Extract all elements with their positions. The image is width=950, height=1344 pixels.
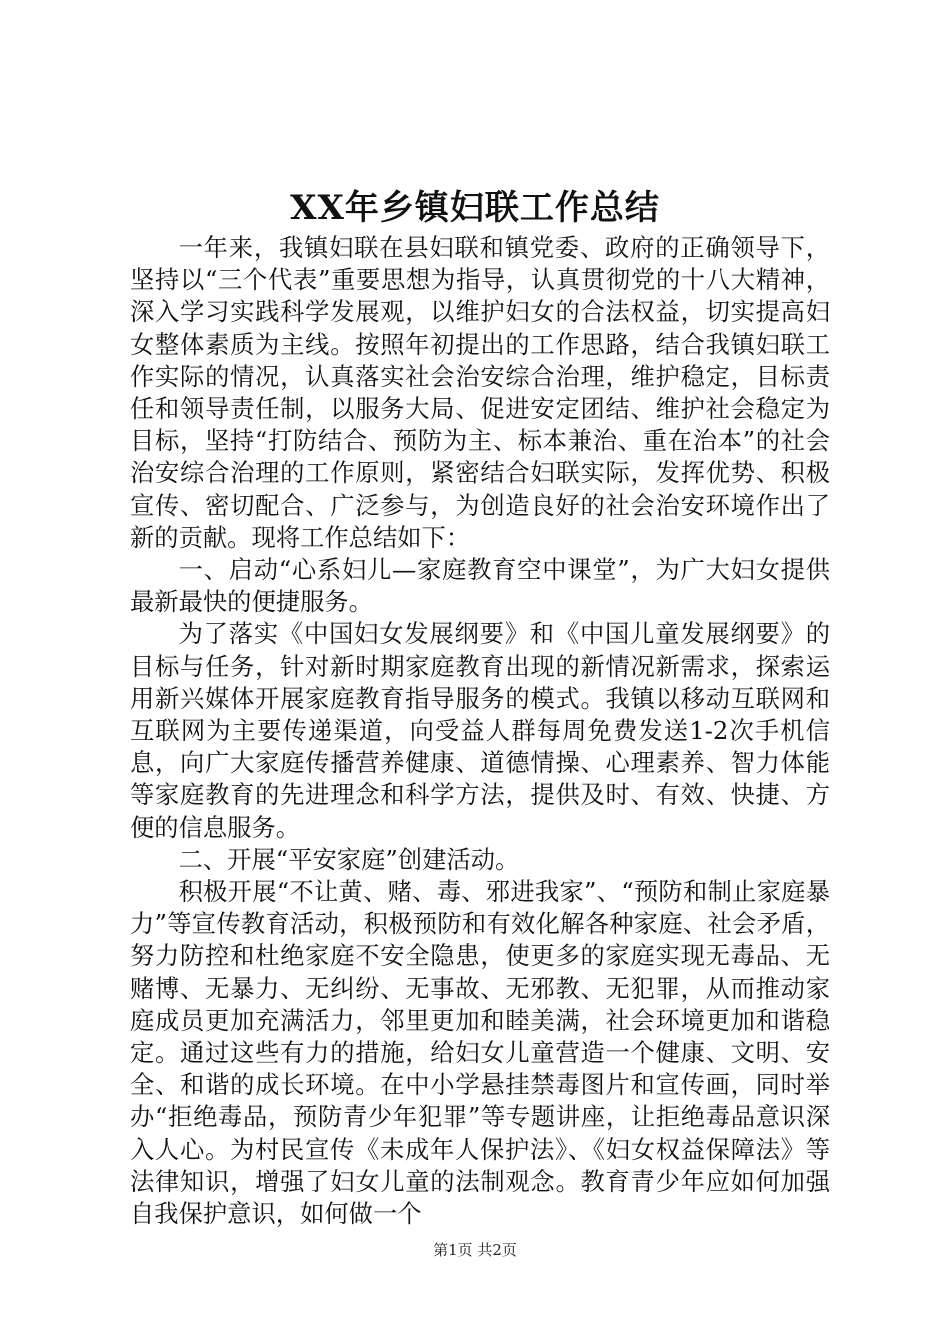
section-1-paragraph: 为了落实《中国妇女发展纲要》和《中国儿童发展纲要》的目标与任务，针对新时期家庭教育出现的新情况新需求，探索运用新兴媒体开展家庭教育指导服务的模式。我镇以移动互联网和互联网为主要传递渠道，向受益人群每周免费发送1-2次手机信息，向广大家庭传播营养健康、道德情操、心理素养、智力体能等家庭教育的先进理念和科学方法，提供及时、有效、快捷、方便的信息服务。 <box>130 619 830 842</box>
section-heading-2: 二、开展“平安家庭”创建活动。 <box>178 844 520 874</box>
document-body <box>130 232 830 1230</box>
section-2-paragraph: 积极开展“不让黄、赌、毒、邪进我家”、“预防和制止家庭暴力”等宣传教育活动，积极预防和有效化解各种家庭、社会矛盾，努力防控和杜绝家庭不安全隐患，使更多的家庭实现无毒品、无赌博、无暴力、无纠纷、无事故、无邪教、无犯罪，从而推动家庭成员更加充满活力，邻里更加和睦美满，社会环境更加和谐稳定。通过这些有力的措施，给妇女儿童营造一个健康、文明、安全、和谐的成长环境。在中小学悬挂禁毒图片和宣传画，同时举办“拒绝毒品，预防青少年犯罪”等专题讲座，让拒绝毒品意识深入人心。为村民宣传《未成年人保护法》、《妇女权益保障法》等法律知识，增强了妇女儿童的法制观念。教育青少年应如何加强自我保护意识，如何做一个 <box>130 877 830 1229</box>
section-heading-1: 一、启动“心系妇儿—家庭教育空中课堂”，为广大妇女提供最新最快的便捷服务。 <box>130 555 830 617</box>
document-title: XX年乡镇妇联工作总结 <box>290 188 660 228</box>
page-number-footer: 第1页 共2页 <box>433 1241 517 1259</box>
intro-paragraph: 一年来，我镇妇联在县妇联和镇党委、政府的正确领导下，坚持以“三个代表”重要思想为指导，认真贯彻党的十八大精神，深入学习实践科学发展观，以维护妇女的合法权益，切实提高妇女整体素质为主线。按照年初提出的工作思路，结合我镇妇联工作实际的情况，认真落实社会治安综合治理，维护稳定，目标责任和领导责任制，以服务大局、促进安定团结、维护社会稳定为目标，坚持“打防结合、预防为主、标本兼治、重在治本”的社会治安综合治理的工作原则，紧密结合妇联实际，发挥优势、积极宣传、密切配合、广泛参与，为创造良好的社会治安环境作出了新的贡献。现将工作总结如下： <box>130 233 830 552</box>
